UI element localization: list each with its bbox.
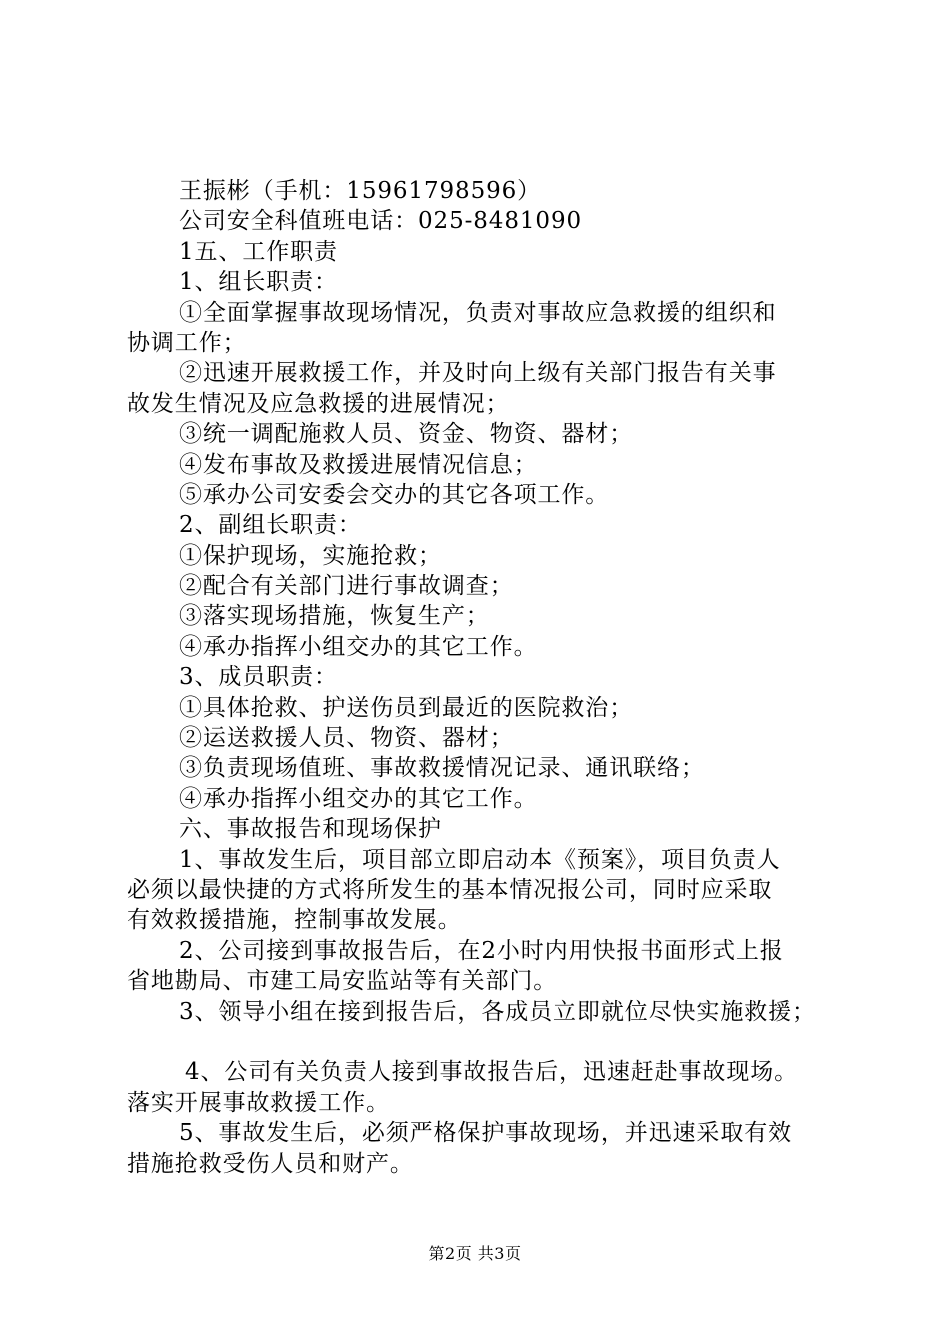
paragraph-line: ④发布事故及救援进展情况信息； [179, 451, 538, 478]
paragraph-line: ①全面掌握事故现场情况，负责对事故应急救援的组织和 [179, 299, 777, 326]
paragraph-line: 落实开展事故救援工作。 [127, 1089, 390, 1116]
subheading-member-duties: 3、成员职责： [179, 664, 338, 691]
paragraph-line: 4、公司有关负责人接到事故报告后，迅速赶赴事故现场。 [185, 1059, 799, 1086]
section-heading-report: 六、事故报告和现场保护 [179, 816, 442, 843]
paragraph-line: 协调工作； [127, 329, 247, 356]
paragraph-line: ③负责现场值班、事故救援情况记录、通讯联络； [179, 755, 705, 782]
paragraph-line: ①保护现场，实施抢救； [179, 542, 442, 569]
subheading-deputy-duties: 2、副组长职责： [179, 512, 362, 539]
paragraph-line: ③落实现场措施，恢复生产； [179, 603, 490, 630]
contact-line: 王振彬（手机：15961798596） [179, 178, 542, 204]
paragraph-line: 故发生情况及应急救援的进展情况； [127, 390, 510, 417]
page-footer [0, 1244, 950, 1264]
paragraph-line: 必须以最快捷的方式将所发生的基本情况报公司，同时应采取 [127, 876, 773, 903]
paragraph-line: 省地勘局、市建工局安监站等有关部门。 [127, 968, 558, 995]
paragraph-line: ①具体抢救、护送伤员到最近的医院救治； [179, 694, 634, 721]
paragraph-line: ③统一调配施救人员、资金、物资、器材； [179, 421, 634, 448]
paragraph-line: ②迅速开展救援工作，并及时向上级有关部门报告有关事 [179, 360, 777, 387]
paragraph-line: ②运送救援人员、物资、器材； [179, 725, 514, 752]
paragraph-line: 3、领导小组在接到报告后，各成员立即就位尽快实施救援； [179, 998, 816, 1025]
page-indicator: 第2页 共3页 [428, 1244, 522, 1263]
paragraph-line: ④承办指挥小组交办的其它工作。 [179, 633, 538, 660]
paragraph-line: ⑤承办公司安委会交办的其它各项工作。 [179, 481, 610, 508]
duty-phone-line: 公司安全科值班电话：025-8481090 [179, 208, 583, 235]
section-heading-duties: 1五、工作职责 [179, 238, 338, 265]
paragraph-line: 1、事故发生后，项目部立即启动本《预案》，项目负责人 [179, 846, 781, 873]
paragraph-line: ④承办指挥小组交办的其它工作。 [179, 785, 538, 812]
blank-line [127, 1027, 837, 1057]
subheading-leader-duties: 1、组长职责： [179, 269, 338, 296]
paragraph-line: 2、公司接到事故报告后，在2小时内用快报书面形式上报 [179, 937, 784, 964]
paragraph-line: ②配合有关部门进行事故调查； [179, 573, 514, 600]
paragraph-line: 措施抢救受伤人员和财产。 [127, 1150, 414, 1177]
document-body [127, 176, 837, 1179]
paragraph-line: 5、事故发生后，必须严格保护事故现场，并迅速采取有效 [179, 1120, 793, 1147]
paragraph-line: 有效救援措施，控制事故发展。 [127, 907, 462, 934]
